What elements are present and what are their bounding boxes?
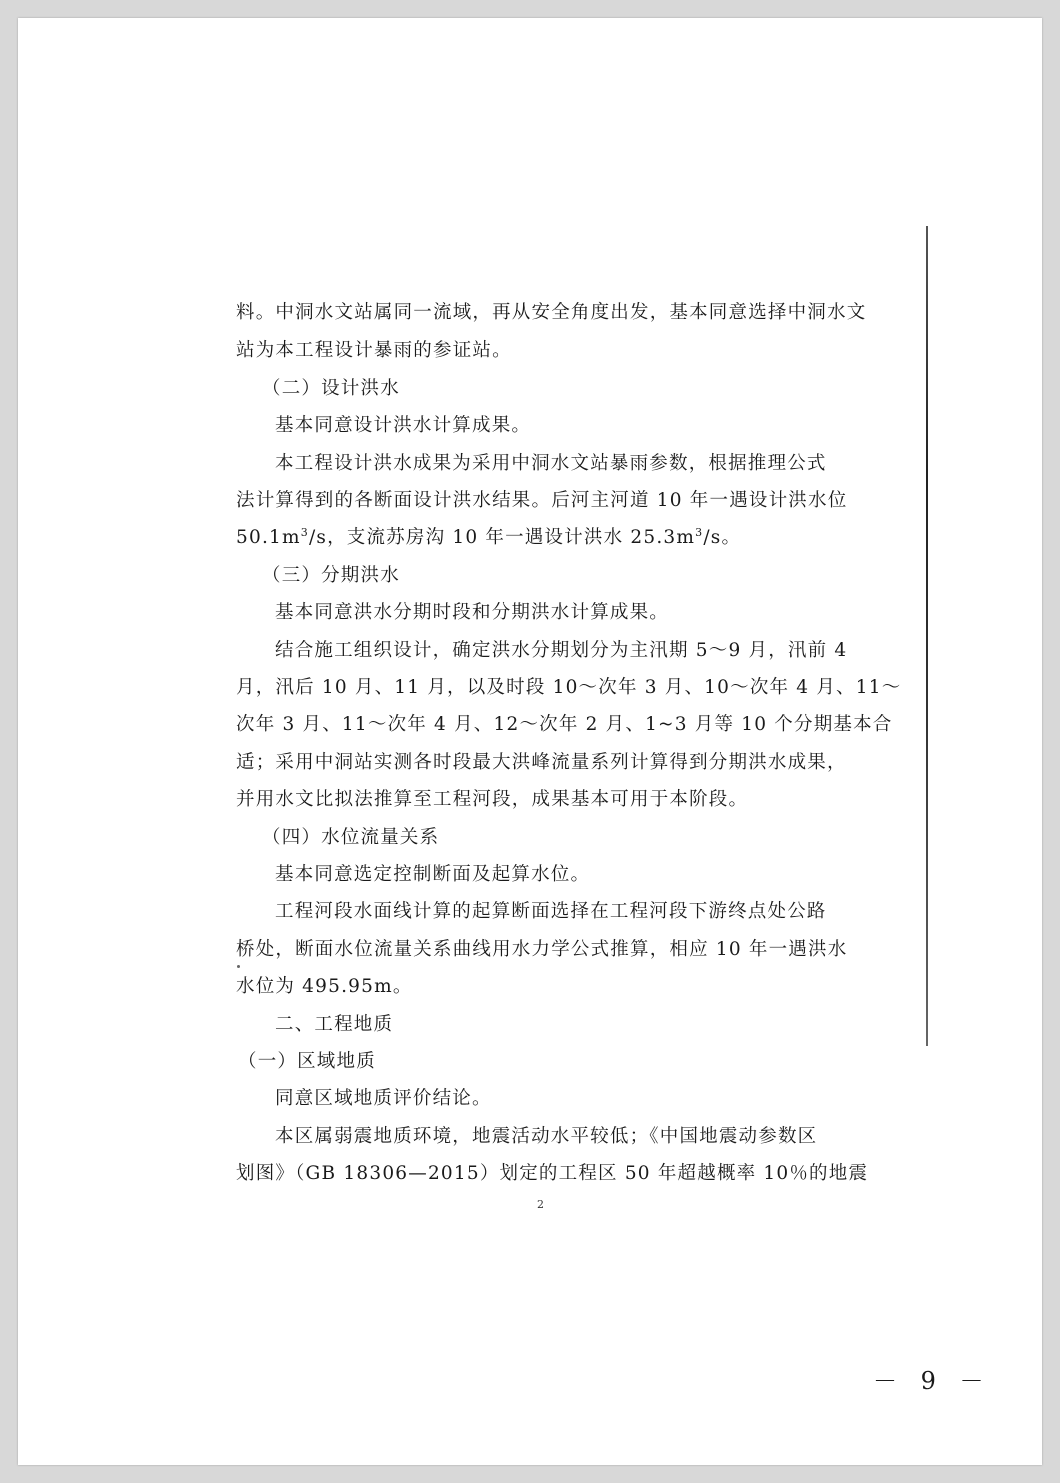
scan-speck xyxy=(237,965,240,968)
text-line: 本区属弱震地质环境，地震活动水平较低；《中国地震动参数区 xyxy=(275,1126,818,1147)
text-line: 基本同意设计洪水计算成果。 xyxy=(275,415,532,436)
text-line: 法计算得到的各断面设计洪水结果。后河主河道 10 年一遇设计洪水位 xyxy=(236,490,848,511)
scan-edge-line xyxy=(926,226,928,1046)
text-line: 工程河段水面线计算的起算断面选择在工程河段下游终点处公路 xyxy=(275,901,827,922)
section-heading: （三）分期洪水 xyxy=(262,565,400,586)
text-line: 站为本工程设计暴雨的参证站。 xyxy=(236,340,512,361)
text-line: 次年 3 月、11～次年 4 月、12～次年 2 月、1~3 月等 10 个分期基本合 xyxy=(236,714,893,735)
flow-main-unit-sup: 3 xyxy=(300,525,309,539)
text-line: 适；采用中洞站实测各时段最大洪峰流量系列计算得到分期洪水成果， xyxy=(236,752,847,773)
section-heading: （一）区域地质 xyxy=(238,1051,376,1072)
text-line: 基本同意洪水分期时段和分期洪水计算成果。 xyxy=(275,602,670,623)
section-heading: （四）水位流量关系 xyxy=(262,827,440,848)
flow-branch-unit: /s xyxy=(703,527,722,548)
text-line: 同意区域地质评价结论。 xyxy=(275,1088,492,1109)
text-line-flow xyxy=(236,526,741,550)
text-line: 并用水文比拟法推算至工程河段，成果基本可用于本阶段。 xyxy=(236,789,749,810)
text-line: 月，汛后 10 月、11 月，以及时段 10～次年 3 月、10～次年 4 月、11～ xyxy=(236,677,902,698)
flow-branch-unit-sup: 3 xyxy=(695,525,704,539)
flow-branch-value: 25.3m xyxy=(630,527,696,548)
text-line: 桥处，断面水位流量关系曲线用水力学公式推算，相应 10 年一遇洪水 xyxy=(236,939,848,960)
flow-main-value: 50.1m xyxy=(236,527,301,548)
text-line: 本工程设计洪水成果为采用中洞水文站暴雨参数，根据推理公式 xyxy=(275,453,827,474)
document-page xyxy=(18,18,1042,1465)
text-line: 水位为 495.95m。 xyxy=(236,976,413,997)
flow-separator: ， xyxy=(327,527,347,548)
flow-branch-text: 支流苏房沟 10 年一遇设计洪水 xyxy=(346,527,624,548)
flow-end: 。 xyxy=(721,527,742,548)
flow-main-unit: /s xyxy=(308,527,328,548)
text-line: 结合施工组织设计，确定洪水分期划分为主汛期 5～9 月，汛前 4 xyxy=(275,640,848,661)
page-number: － 9 － xyxy=(873,1367,992,1395)
chapter-heading: 二、工程地质 xyxy=(275,1014,394,1035)
section-heading: （二）设计洪水 xyxy=(262,378,400,399)
text-line: 划图》（GB 18306—2015）划定的工程区 50 年超越概率 10％的地震 xyxy=(236,1163,869,1184)
text-line: 基本同意选定控制断面及起算水位。 xyxy=(275,864,591,885)
text-line: 料。中洞水文站属同一流域，再从安全角度出发，基本同意选择中洞水文 xyxy=(236,302,867,323)
inner-page-number: 2 xyxy=(537,1198,544,1211)
